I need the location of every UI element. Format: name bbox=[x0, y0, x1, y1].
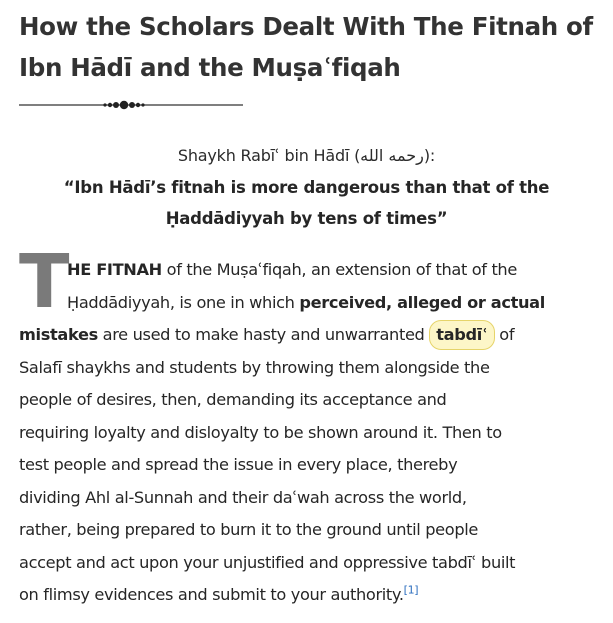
ornamental-divider bbox=[19, 96, 243, 116]
body-line: accept and act upon your unjustified and oppressive tabdīʿ built bbox=[19, 552, 516, 572]
body-line: requiring loyalty and disloyalty to be shown around it. Then to bbox=[19, 422, 502, 442]
divider-dot bbox=[103, 103, 106, 106]
pull-quote: “Ibn Hādī’s fitnah is more dangerous than that of the Ḥaddādiyyah by tens of times” bbox=[63, 178, 550, 228]
divider-dot bbox=[113, 102, 119, 108]
body-line bbox=[19, 287, 609, 320]
body-line: rather, being prepared to burn it to the ground until people bbox=[19, 520, 479, 539]
divider-dot bbox=[108, 103, 112, 107]
quote-attribution: Shaykh Rabīʿ bin Hādī (رحمه الله): bbox=[177, 146, 436, 165]
term-highlight[interactable]: tabdīʿ bbox=[429, 320, 494, 350]
article-title: How the Scholars Dealt With The Fitnah of Ibn Hādī and the Muṣaʿfiqah bbox=[19, 12, 593, 82]
body-text: are used to make hasty and unwarranted bbox=[97, 325, 430, 344]
divider-dot bbox=[136, 103, 140, 107]
emphasis-text: mistakes bbox=[19, 325, 98, 344]
body-line bbox=[19, 254, 609, 287]
body-text: on flimsy evidences and submit to your authority. bbox=[19, 585, 404, 604]
body-text: Ḥaddādiyyah, is one in which bbox=[67, 292, 300, 312]
body-text: of the Muṣaʿfiqah, an extension of that of the bbox=[161, 260, 517, 279]
body-line: test people and spread the issue in every place, thereby bbox=[19, 455, 458, 474]
footnote-link[interactable]: [1] bbox=[403, 583, 419, 597]
lead-in: HE FITNAH bbox=[67, 260, 162, 279]
body-line: dividing Ahl al-Sunnah and their daʿwah across the world, bbox=[19, 487, 467, 507]
divider-dot bbox=[129, 102, 135, 108]
body-text: of bbox=[494, 325, 515, 344]
emphasis-text: perceived, alleged or actual bbox=[299, 292, 545, 312]
body-line bbox=[19, 319, 609, 352]
body-paragraph bbox=[19, 254, 609, 612]
drop-cap: T bbox=[19, 239, 70, 325]
divider-dot bbox=[120, 101, 128, 109]
body-line: Salafī shaykhs and students by throwing them alongside the bbox=[19, 357, 490, 377]
body-line: people of desires, then, demanding its acceptance and bbox=[19, 390, 447, 409]
body-line bbox=[19, 579, 609, 612]
divider-dot bbox=[141, 103, 144, 106]
